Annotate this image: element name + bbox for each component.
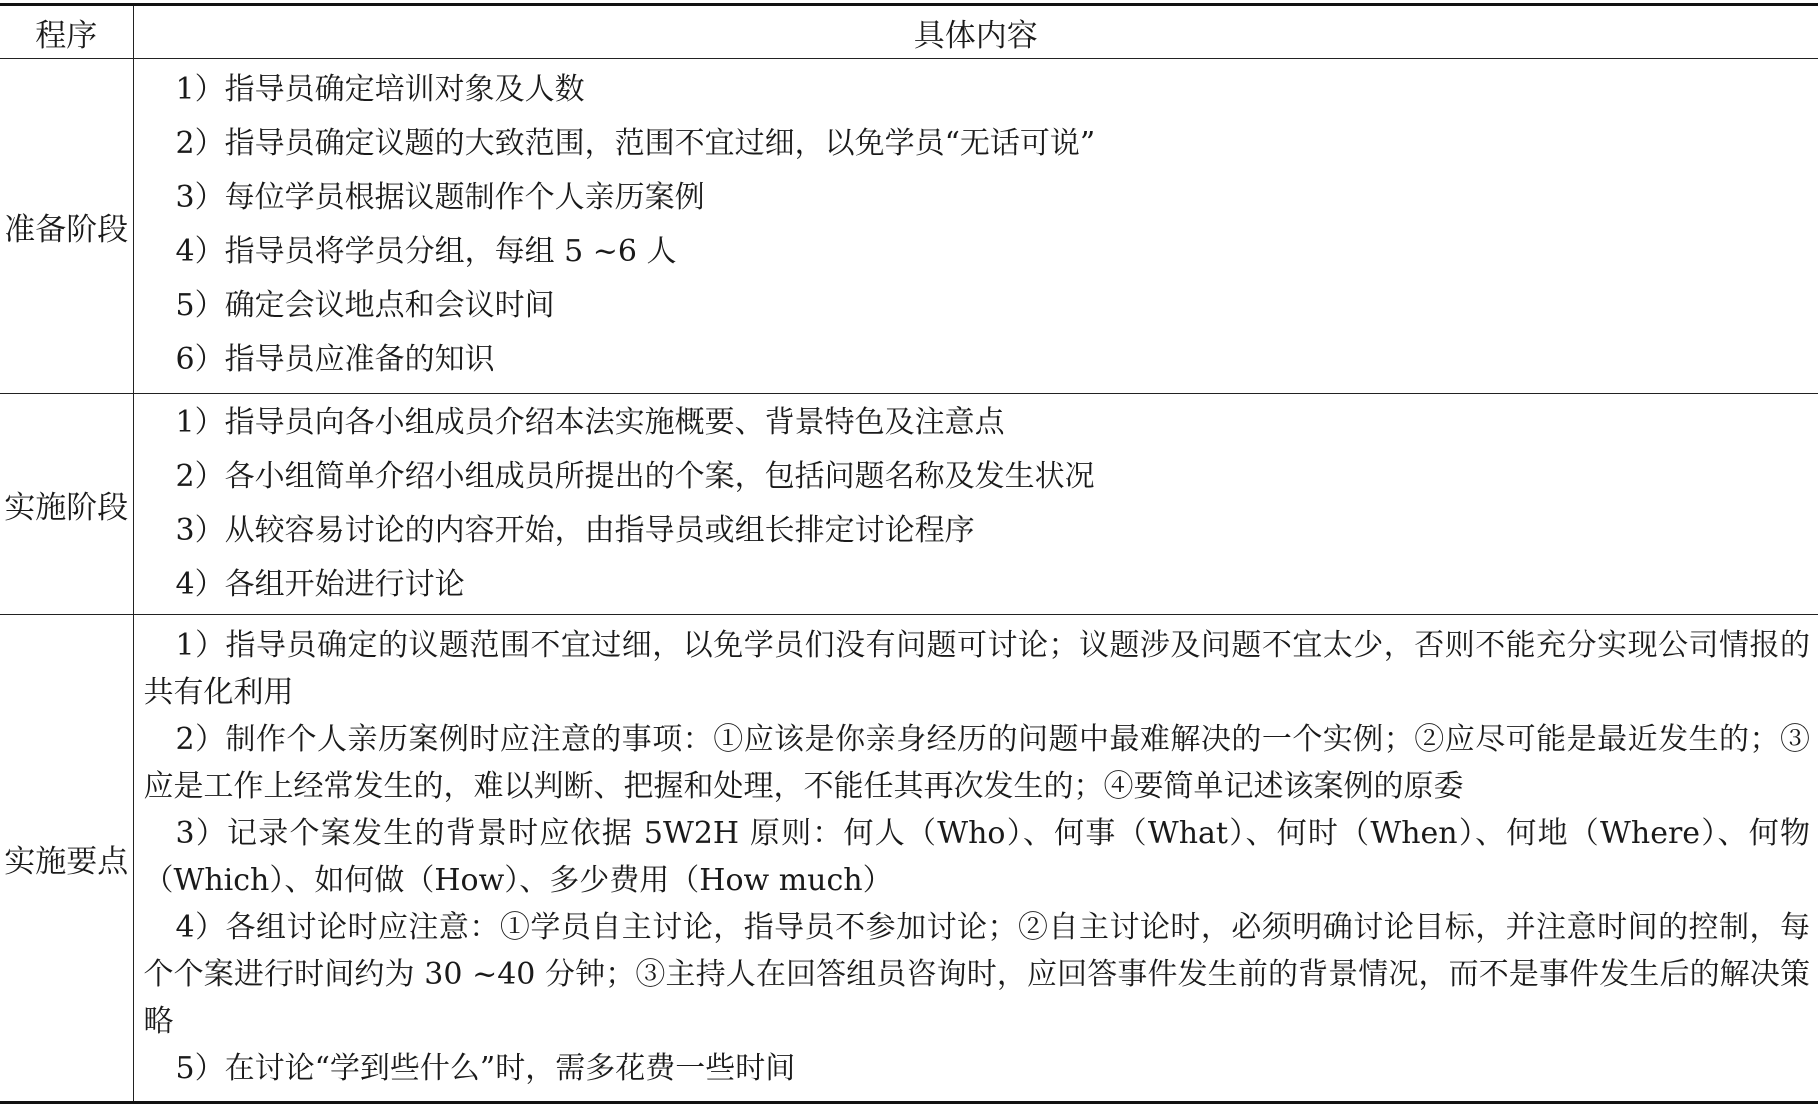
header-procedure: 程序 <box>0 5 133 59</box>
list-item: 1）指导员确定的议题范围不宜过细，以免学员们没有问题可讨论；议题涉及问题不宜太少，否则不能充分实现公司情报的共有化利用 <box>143 628 1810 710</box>
list-item: 2）制作个人亲历案例时应注意的事项：①应该是你亲身经历的问题中最难解决的一个实例；②应尽可能是最近发生的；③应是工作上经常发生的，难以判断、把握和处理，不能任其再次发生的；④要简单记述该案例的原委 <box>143 722 1810 804</box>
table-row <box>0 394 1818 615</box>
stage-content <box>133 615 1818 1103</box>
list-item: 3）记录个案发生的背景时应依据 5W2H 原则：何人（Who）、何事（What）、何时（When）、何地（Where）、何物（Which）、如何做（How）、多少费用（How much） <box>143 816 1810 898</box>
stage-label: 实施阶段 <box>0 394 133 615</box>
stage-content <box>133 394 1818 615</box>
stage-label: 准备阶段 <box>0 59 133 394</box>
list-item: 2）指导员确定议题的大致范围，范围不宜过细，以免学员“无话可说” <box>175 126 1096 161</box>
list-item: 5）确定会议地点和会议时间 <box>175 288 555 323</box>
list-item: 6）指导员应准备的知识 <box>175 342 495 377</box>
list-item: 4）各组讨论时应注意：①学员自主讨论，指导员不参加讨论；②自主讨论时，必须明确讨论目标，并注意时间的控制，每个个案进行时间约为 30 ~40 分钟；③主持人在回答组员咨询时，应回答事件发生前的背景情况，而不是事件发生后的解决策略 <box>143 910 1810 1039</box>
list-item: 3）每位学员根据议题制作个人亲历案例 <box>175 180 705 215</box>
table-row <box>0 59 1818 394</box>
list-item: 1）指导员确定培训对象及人数 <box>175 72 585 107</box>
stage-label: 实施要点 <box>0 615 133 1103</box>
table-row <box>0 615 1818 1103</box>
procedure-table <box>0 3 1818 1104</box>
list-item: 3）从较容易讨论的内容开始，由指导员或组长排定讨论程序 <box>175 513 975 548</box>
list-item: 2）各小组简单介绍小组成员所提出的个案，包括问题名称及发生状况 <box>175 459 1095 494</box>
list-item: 4）各组开始进行讨论 <box>175 567 465 602</box>
header-content: 具体内容 <box>133 5 1818 59</box>
list-item: 1）指导员向各小组成员介绍本法实施概要、背景特色及注意点 <box>175 405 1005 440</box>
list-item: 5）在讨论“学到些什么”时，需多花费一些时间 <box>175 1051 796 1086</box>
list-item: 4）指导员将学员分组，每组 5 ~6 人 <box>175 234 677 269</box>
header-row <box>0 5 1818 59</box>
stage-content <box>133 59 1818 394</box>
